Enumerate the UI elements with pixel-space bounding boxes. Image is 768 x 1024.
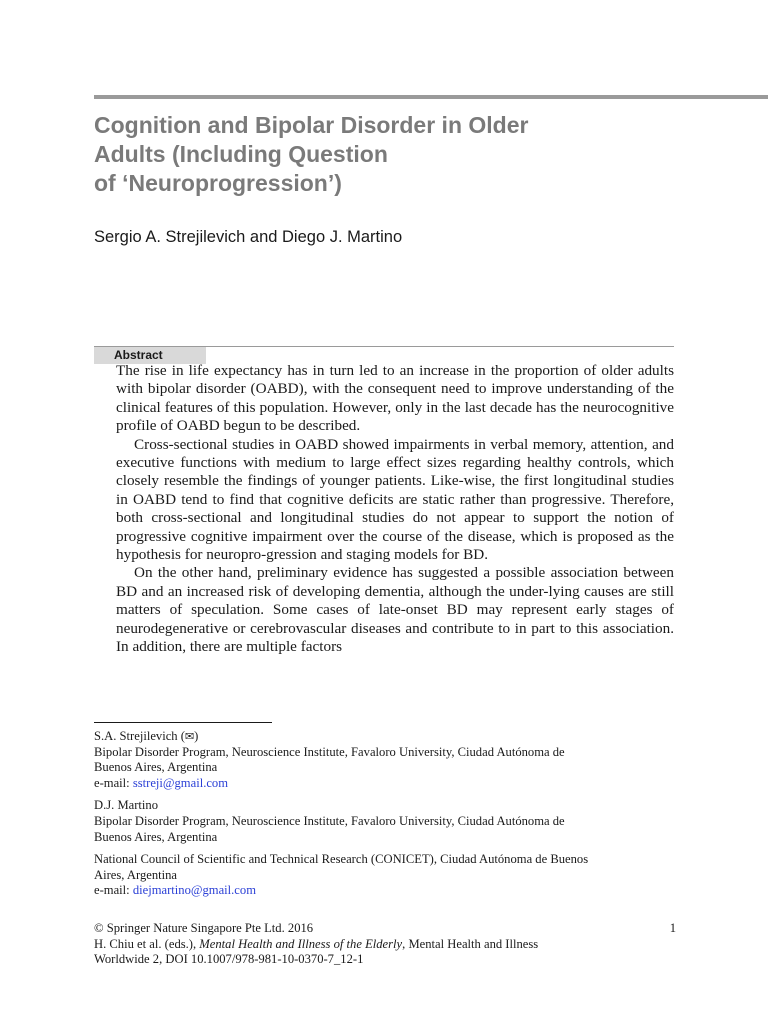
- title-line: of ‘Neuroprogression’): [94, 170, 342, 196]
- affiliation-line: Aires, Argentina: [94, 867, 178, 882]
- citation-prefix: H. Chiu et al. (eds.),: [94, 936, 200, 951]
- footnote-rule: [94, 722, 272, 723]
- email-label: e-mail:: [94, 883, 133, 898]
- footnotes: [94, 729, 676, 906]
- author1-affiliation: [94, 729, 676, 791]
- affiliation-line: Buenos Aires, Argentina: [94, 760, 218, 775]
- email-label: e-mail:: [94, 775, 133, 790]
- title-line: Adults (Including Question: [94, 141, 388, 167]
- citation-line: [94, 937, 676, 953]
- affiliation-line: Buenos Aires, Argentina: [94, 829, 218, 844]
- affiliation-line: National Council of Scientific and Technical Research (CONICET), Ciudad Autónoma de Buenos: [94, 852, 589, 867]
- top-rule: [94, 95, 768, 99]
- author2-second-affiliation: [94, 852, 676, 899]
- copyright-symbol: ©: [94, 921, 104, 935]
- affiliation-line: Bipolar Disorder Program, Neuroscience Institute, Favaloro University, Ciudad Autónoma de: [94, 813, 565, 828]
- doi-line: Worldwide 2, DOI 10.1007/978-981-10-0370-7_12-1: [94, 952, 364, 967]
- abstract-paragraph: On the other hand, preliminary evidence has suggested a possible association between BD and an increased risk of developing dementia, although the under-lying causes are still matters of speculation. Some cases of late-onset BD may represent early stages of neurodegenerative or cerebrovascular diseases and contribute to in part to this association. In addition, there are multiple factors: [116, 564, 674, 656]
- author1-name: S.A. Strejilevich (: [94, 729, 185, 743]
- abstract-body: [116, 362, 674, 657]
- abstract-label: Abstract: [94, 347, 206, 364]
- author2-name: D.J. Martino: [94, 798, 159, 813]
- citation-suffix: , Mental Health and Illness: [402, 936, 539, 951]
- author1-name-close: ): [194, 729, 199, 743]
- chapter-title: [94, 111, 654, 198]
- email-line: [94, 776, 676, 792]
- book-title: Mental Health and Illness of the Elderly: [199, 936, 403, 951]
- author1-email-link[interactable]: sstreji@gmail.com: [132, 775, 229, 790]
- author1-name-line: [94, 729, 676, 745]
- affiliation-line: Bipolar Disorder Program, Neuroscience Institute, Favaloro University, Ciudad Autónoma de: [94, 744, 565, 759]
- abstract-paragraph: Cross-sectional studies in OABD showed impairments in verbal memory, attention, and executive functions with medium to large effect sizes regarding healthy controls, which closely resemble the findings of younger patients. Like-wise, the first longitudinal studies in OABD tend to find that cognitive deficits are static rather than progressive. Therefore, both cross-sectional and longitudinal studies do not appear to support the notion of progressive cognitive impairment over the course of the disease, which is proposed as the hypothesis for neuropro-gression and staging models for BD.: [116, 435, 674, 564]
- author2-affiliation: [94, 798, 676, 845]
- copyright-line: [94, 921, 676, 937]
- copyright-block: [94, 921, 676, 968]
- title-line: Cognition and Bipolar Disorder in Older: [94, 112, 529, 138]
- email-line: [94, 883, 676, 899]
- page-number: 1: [669, 921, 676, 935]
- author2-email-link[interactable]: diejmartino@gmail.com: [132, 883, 256, 898]
- copyright-text: Springer Nature Singapore Pte Ltd. 2016: [103, 921, 314, 935]
- abstract-paragraph: The rise in life expectancy has in turn led to an increase in the proportion of older adults with bipolar disorder (OABD), with the consequent need to improve understanding of the clinical features of this population. However, only in the last decade has the neurocognitive profile of OABD begun to be described.: [116, 362, 674, 435]
- authors: Sergio A. Strejilevich and Diego J. Martino: [94, 228, 403, 246]
- envelope-icon: ✉: [184, 730, 195, 743]
